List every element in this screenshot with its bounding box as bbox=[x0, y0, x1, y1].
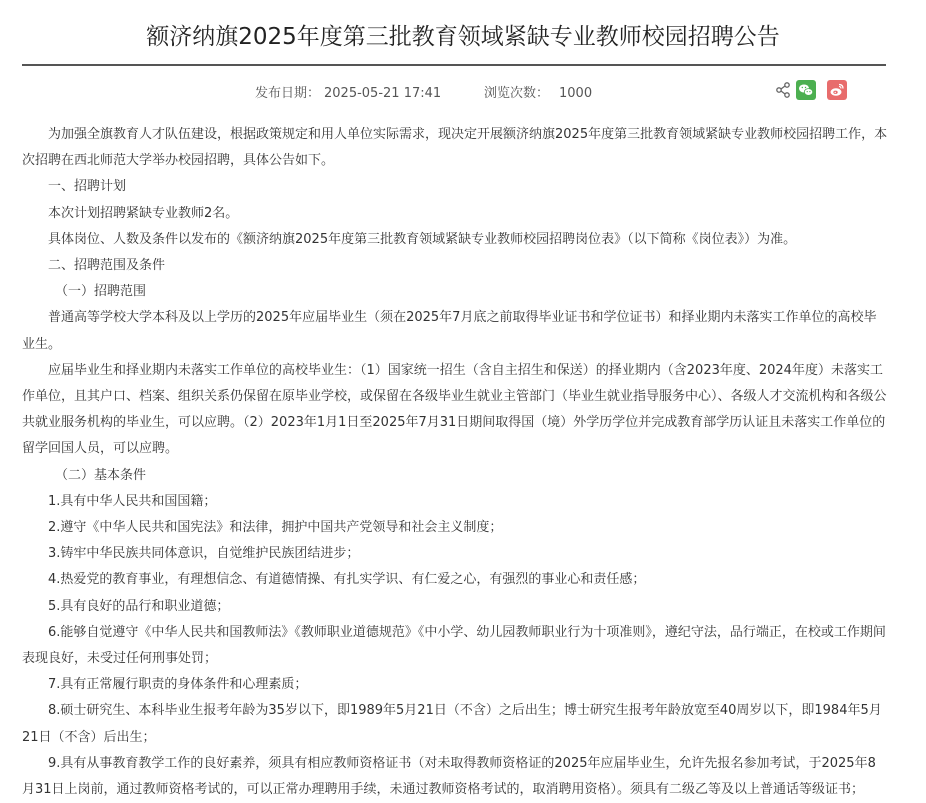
publish-date-label: 发布日期： bbox=[255, 86, 321, 101]
share-icon[interactable] bbox=[774, 81, 792, 99]
plan-paragraph: 本次计划招聘紧缺专业教师2名。 bbox=[48, 205, 239, 221]
section-heading-plan: 一、招聘计划 bbox=[48, 179, 127, 195]
condition-item-6: 6.能够自觉遵守《中华人民共和国教师法》《教师职业道德规范》《中小学、幼儿园教师职业行为十项准则》，遵纪守法，品行端正，在校或工作期间表现良好，未受过任何刑事处罚； bbox=[22, 624, 886, 667]
condition-item-7: 7.具有正常履行职责的身体条件和心理素质； bbox=[48, 677, 308, 693]
view-count-label: 浏览次数： bbox=[484, 86, 550, 101]
page-title: 额济纳旗2025年度第三批教育领域紧缺专业教师校园招聘公告 bbox=[146, 24, 780, 50]
view-count-value: 1000 bbox=[559, 86, 593, 101]
condition-item-9: 9.具有从事教育教学工作的良好素养，须具有相应教师资格证书（对未取得教师资格证的2025年应届毕业生，允许先报名参加考试，于2025年8月31日上岗前，通过教师资格考试的，可以正常办理聘用手续，未通过教师资格考试的，取消聘用资格）。须具有二级乙等及以上普通话等级证书； bbox=[22, 755, 876, 798]
intro-paragraph: 为加强全旗教育人才队伍建设，根据政策规定和用人单位实际需求，现决定开展额济纳旗2025年度第三批教育领域紧缺专业教师校园招聘工作，本次招聘在西北师范大学举办校园招聘，具体公告如下。 bbox=[22, 127, 888, 169]
condition-item-8: 8.硕士研究生、本科毕业生报考年龄为35岁以下，即1989年5月21日（不含）之后出生；博士研究生报考年龄放宽至40周岁以下，即1984年5月21日（不含）后出生； bbox=[22, 703, 882, 745]
condition-item-5: 5.具有良好的品行和职业道德； bbox=[48, 598, 230, 614]
wechat-icon[interactable] bbox=[796, 80, 816, 100]
publish-date-value: 2025-05-21 17:41 bbox=[324, 86, 442, 101]
scope-detail-paragraph: 应届毕业生和择业期内未落实工作单位的高校毕业生：（1）国家统一招生（含自主招生和保送）的择业期内（含2023年度、2024年度）未落实工作单位，且其户口、档案、组织关系仍保留在原毕业学校，或保留在各级毕业生就业主管部门（毕业生就业指导服务中心）、各级人才交流机构和各级公共就业服务机构的毕业生，可以应聘。（2）2023年1月1日至2025年7月31日期间取得国（境）外学历学位并完成教育部学历认证且未落实工作单位的留学回国人员，可以应聘。 bbox=[22, 362, 887, 457]
weibo-icon[interactable] bbox=[827, 80, 847, 100]
title-divider bbox=[22, 64, 886, 66]
view-count bbox=[484, 82, 592, 101]
subsection-heading-scope: （一）招聘范围 bbox=[55, 284, 147, 300]
condition-item-4: 4.热爱党的教育事业，有理想信念、有道德情操、有扎实学识、有仁爱之心，有强烈的事业心和责任感； bbox=[48, 572, 646, 588]
section-heading-scope: 二、招聘范围及条件 bbox=[48, 258, 166, 274]
publish-date bbox=[255, 82, 441, 101]
article-body bbox=[22, 122, 888, 803]
condition-item-2: 2.遵守《中华人民共和国宪法》和法律，拥护中国共产党领导和社会主义制度； bbox=[48, 520, 503, 536]
scope-paragraph: 普通高等学校大学本科及以上学历的2025年应届毕业生（须在2025年7月底之前取得毕业证书和学位证书）和择业期内未落实工作单位的高校毕业生。 bbox=[22, 310, 877, 352]
condition-item-3: 3.铸牢中华民族共同体意识，自觉维护民族团结进步； bbox=[48, 546, 360, 562]
subsection-heading-conditions: （二）基本条件 bbox=[55, 467, 147, 483]
condition-item-1: 1.具有中华人民共和国国籍； bbox=[48, 493, 217, 509]
plan-detail-paragraph: 具体岗位、人数及条件以发布的《额济纳旗2025年度第三批教育领域紧缺专业教师校园招聘岗位表》（以下简称《岗位表》）为准。 bbox=[48, 231, 797, 247]
